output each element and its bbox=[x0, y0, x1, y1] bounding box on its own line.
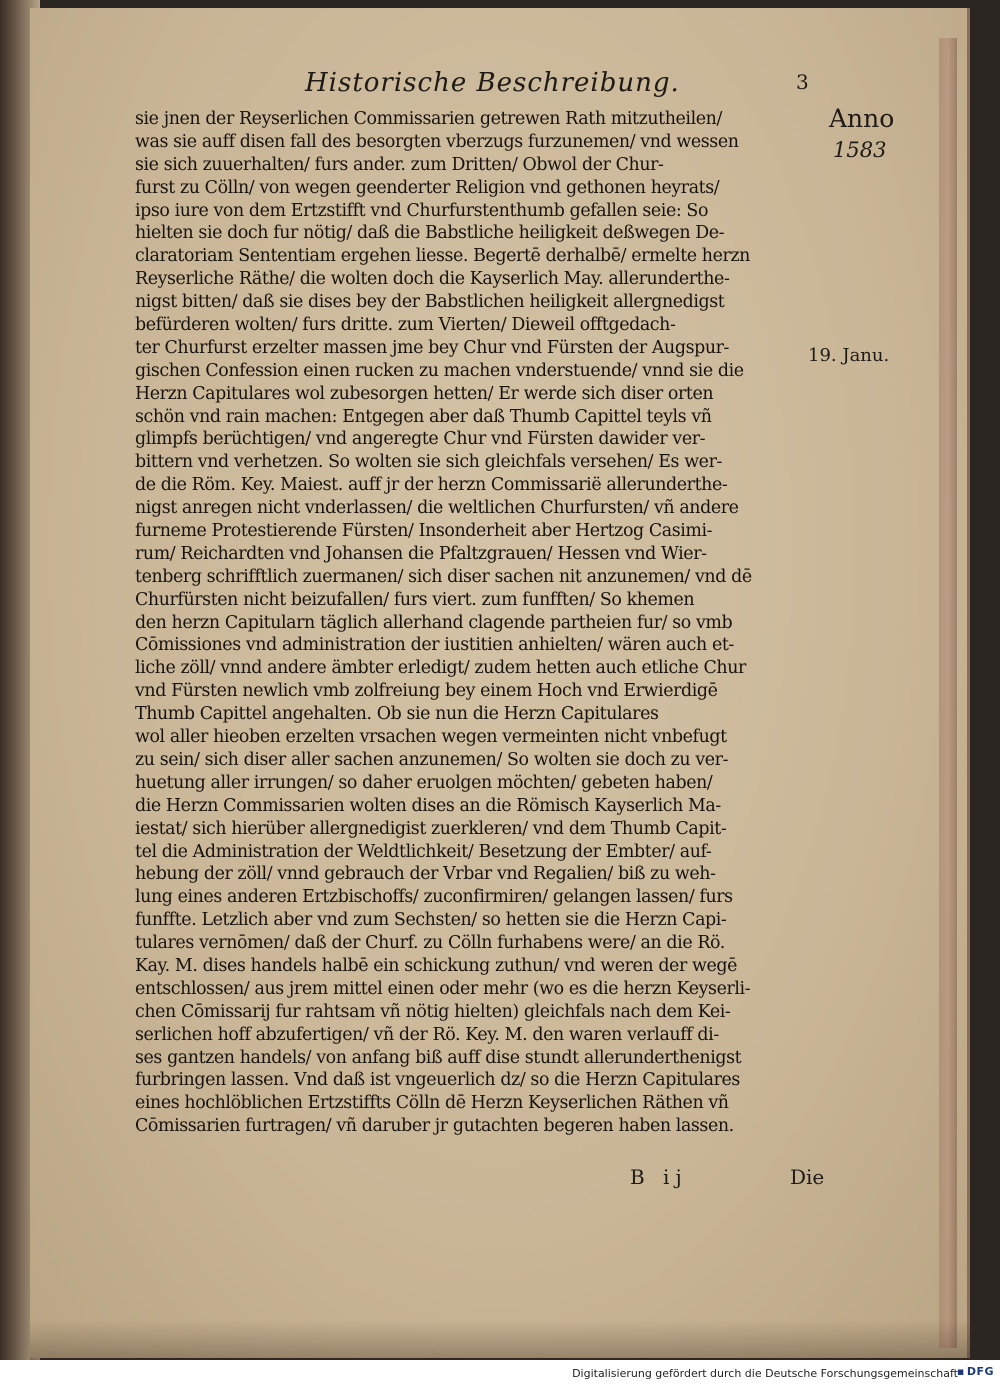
text-line: de die Röm. Key. Maiest. auff jr der herzn Commissarië allerunderthe- bbox=[135, 475, 728, 496]
margin-year: 1583 bbox=[833, 138, 887, 162]
text-line: iestat/ sich hierüber allergnedigist zuerkleren/ vnd dem Thumb Capit- bbox=[135, 818, 727, 839]
text-line: furbringen lassen. Vnd daß ist vngeuerlich dz/ so die Herzn Capitulares bbox=[135, 1070, 740, 1091]
page-number: 3 bbox=[796, 70, 809, 94]
text-line: nigst bitten/ daß sie dises bey der Babstlichen heiligkeit allergnedigst bbox=[135, 292, 725, 313]
text-line: sie sich zuuerhalten/ furs ander. zum Dritten/ Obwol der Chur- bbox=[135, 154, 664, 175]
text-line: ipso iure von dem Ertzstifft vnd Churfurstenthumb gefallen seie: So bbox=[135, 200, 709, 221]
text-line: huetung aller irrungen/ so daher eruolgen möchten/ gebeten haben/ bbox=[135, 772, 713, 793]
text-line: Herzn Capitulares wol zubesorgen hetten/ Er werde sich diser orten bbox=[135, 383, 714, 404]
text-line: furneme Protestierende Fürsten/ Insonderheit aber Hertzog Casimi- bbox=[135, 521, 713, 542]
text-line: Cōmissiones vnd administration der iustitien anhielten/ wären auch et- bbox=[135, 635, 734, 656]
margin-date: 19. Janu. bbox=[808, 345, 890, 366]
text-line: hielten sie doch fur nötig/ daß die Babstliche heiligkeit deßwegen De- bbox=[135, 223, 725, 244]
text-line: eines hochlöblichen Ertzstiffts Cölln dē Herzn Keyserlichen Räthen vñ bbox=[135, 1093, 729, 1114]
text-line: tulares vernōmen/ daß der Churf. zu Cölln furhabens were/ an die Rö. bbox=[135, 933, 725, 954]
dfg-logo bbox=[957, 1365, 994, 1381]
catchword: Die bbox=[790, 1165, 825, 1189]
text-line: Churfürsten nicht beizufallen/ furs viert. zum funfften/ So khemen bbox=[135, 589, 695, 610]
text-line: Thumb Capittel angehalten. Ob sie nun die Herzn Capitulares bbox=[135, 704, 659, 725]
text-line: chen Cōmissarij fur rahtsam vñ nötig hielten) gleichfals nach dem Kei- bbox=[135, 1001, 731, 1022]
credit-text: Digitalisierung gefördert durch die Deutsche Forschungsgemeinschaft bbox=[572, 1367, 958, 1380]
running-head: Historische Beschreibung. bbox=[305, 68, 680, 98]
text-line: hebung der zöll/ vnnd gebrauch der Vrbar vnd Regalien/ biß zu weh- bbox=[135, 864, 716, 885]
page-bottom-shadow bbox=[30, 1320, 970, 1360]
body-text bbox=[135, 108, 815, 1138]
text-line: tel die Administration der Weldtlichkeit/ Besetzung der Embter/ auf- bbox=[135, 841, 712, 862]
text-line: claratoriam Sententiam ergehen liesse. Begertē derhalbē/ ermelte herzn bbox=[135, 246, 750, 267]
text-line: gischen Confession einen rucken zu machen vnderstuende/ vnnd sie die bbox=[135, 360, 744, 381]
credit-bar bbox=[0, 1360, 1000, 1388]
text-line: glimpfs berüchtigen/ vnd angeregte Chur vnd Fürsten dawider ver- bbox=[135, 429, 706, 450]
signature-mark: B ij bbox=[630, 1165, 688, 1189]
text-line: Cōmissarien furtragen/ vñ daruber jr gutachten begeren haben lassen. bbox=[135, 1116, 734, 1137]
text-line: furst zu Cölln/ von wegen geenderter Religion vnd gethonen heyrats/ bbox=[135, 177, 720, 198]
dfg-dots-icon: ▪ bbox=[956, 1365, 965, 1378]
text-line: Reyserliche Räthe/ die wolten doch die Kayserlich May. allerunderthe- bbox=[135, 269, 730, 290]
text-line: zu sein/ sich diser aller sachen anzunemen/ So wolten sie doch zu ver- bbox=[135, 749, 729, 770]
text-line: die Herzn Commissarien wolten dises an die Römisch Kayserlich Ma- bbox=[135, 795, 721, 816]
text-line: ter Churfurst erzelter massen jme bey Chur vnd Fürsten der Augspur- bbox=[135, 337, 730, 358]
text-line: wol aller hieoben erzelten vrsachen wegen vermeinten nicht vnbefugt bbox=[135, 727, 727, 748]
text-line: Kay. M. dises handels halbē ein schickung zuthun/ vnd weren der wegē bbox=[135, 955, 737, 976]
page-edge bbox=[939, 38, 957, 1348]
text-line: vnd Fürsten newlich vmb zolfreiung bey einem Hoch vnd Erwierdigē bbox=[135, 681, 718, 702]
text-line: funffte. Letzlich aber vnd zum Sechsten/ so hetten sie die Herzn Capi- bbox=[135, 910, 727, 931]
text-line: liche zöll/ vnnd andere ämbter erledigt/ zudem hetten auch etliche Chur bbox=[135, 658, 746, 679]
text-line: rum/ Reichardten vnd Johansen die Pfaltzgrauen/ Hessen vnd Wier- bbox=[135, 543, 707, 564]
dfg-logo-text: DFG bbox=[966, 1365, 994, 1378]
text-line: was sie auff disen fall des besorgten vberzugs furzunemen/ vnd wessen bbox=[135, 131, 739, 152]
text-line: tenberg schrifftlich zuermanen/ sich diser sachen nit anzunemen/ vnd dē bbox=[135, 566, 752, 587]
text-line: den herzn Capitularn täglich allerhand clagende partheien fur/ so vmb bbox=[135, 612, 733, 633]
text-line: ses gantzen handels/ von anfang biß auff dise stundt allerunderthenigst bbox=[135, 1047, 742, 1068]
text-line: nigst anregen nicht vnderlassen/ die weltlichen Churfursten/ vñ andere bbox=[135, 498, 739, 519]
text-line: bittern vnd verhetzen. So wolten sie sich gleichfals versehen/ Es wer- bbox=[135, 452, 722, 473]
text-line: entschlossen/ aus jrem mittel einen oder mehr (wo es die herzn Keyserli- bbox=[135, 978, 751, 999]
text-line: serlichen hoff abzufertigen/ vñ der Rö. Key. M. den waren verlauff di- bbox=[135, 1024, 719, 1045]
text-line: schön vnd rain machen: Entgegen aber daß Thumb Capittel teyls vñ bbox=[135, 406, 712, 427]
text-line: befürderen wolten/ furs dritte. zum Vierten/ Dieweil offtgedach- bbox=[135, 315, 676, 336]
text-line: lung eines anderen Ertzbischoffs/ zuconfirmiren/ gelangen lassen/ furs bbox=[135, 887, 733, 908]
margin-anno: Anno bbox=[829, 104, 895, 133]
text-line: sie jnen der Reyserlichen Commissarien getrewen Rath mitzutheilen/ bbox=[135, 109, 722, 129]
